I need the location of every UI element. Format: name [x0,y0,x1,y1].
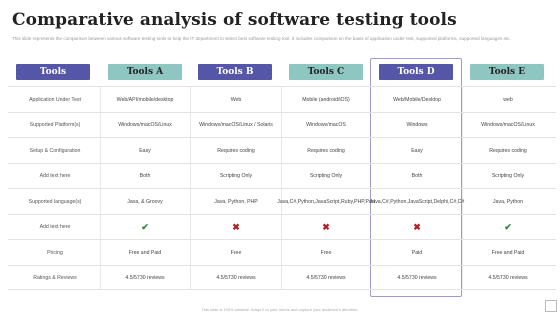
table-row [8,86,556,112]
table-cell [463,189,553,215]
cell-text: Windows/macOS [306,122,346,129]
table-cell [100,87,190,113]
cell-text: Application Under Test [29,96,81,103]
table-header-row [8,64,556,80]
cell-text: 4.5/5730 reviews [125,275,165,282]
cell-text: 4.5/5730 reviews [216,275,256,282]
table-cell [281,215,371,241]
table-cell [463,164,553,190]
comparison-table [8,58,556,298]
table-cell [191,138,281,164]
table-cell [100,266,190,292]
table-cell [463,138,553,164]
table-cell [191,266,281,292]
table-cell [463,215,553,241]
table-cell [191,215,281,241]
cell-text: Ratings & Reviews [33,275,77,282]
cell-text: Paid [411,249,423,256]
table-cell [281,87,371,113]
table-cell [463,240,553,266]
table-cell [100,215,190,241]
table-cell [100,138,190,164]
cell-text: Requires coding [217,147,255,154]
table-cell [372,113,462,139]
cell-text: Add text here [39,173,71,180]
page-title: Comparative analysis of software testing tools [12,10,457,30]
table-cell [463,113,553,139]
cell-text: Scripting Only [309,173,343,180]
table-cell [281,138,371,164]
cell-text: Web [230,96,242,103]
table-row [8,163,556,189]
table-row [8,239,556,265]
header-tools[interactable]: Tools [16,64,90,80]
cell-text: Both [411,173,423,180]
cross-icon: ✖ [322,222,330,233]
row-label [10,189,100,215]
header-tools-e[interactable]: Tools E [470,64,544,80]
cell-text: 4.5/5730 reviews [488,275,528,282]
cell-text: Free and Paid [491,249,525,256]
table-cell [372,138,462,164]
table-cell [191,189,281,215]
cell-text: Java, & Groovy [127,198,163,205]
table-row [8,265,556,291]
table-cell [372,164,462,190]
cell-text: Free [230,249,242,256]
cell-text: Easy [411,147,423,154]
table-cell [372,215,462,241]
row-label [10,113,100,139]
table-cell [369,189,465,215]
cell-text: Easy [139,147,151,154]
cell-text: Java, Python, PHP [214,198,258,205]
row-label [10,87,100,113]
cell-text: Add text here [39,224,71,231]
row-label [10,215,100,241]
cell-text: Setup & Configuration [29,147,81,154]
table-row [8,188,556,214]
table-cell [100,164,190,190]
table-cell [100,240,190,266]
cell-text: Web/API/mobile/desktop [116,96,174,103]
cell-text: Requires coding [489,147,527,154]
cell-text: Mobile (android/iOS) [302,96,350,103]
table-row [8,214,556,240]
table-cell [463,87,553,113]
cell-text: Windows/macOS/Linux [118,122,172,129]
page-subtitle: This slide represents the comparison between various software testing tools to help the IT department to select best software testing tool. It includes comparison on the basis of application under test, supported platforms, supported languages etc. [12,36,511,41]
table-cell [191,113,281,139]
table-cell [281,113,371,139]
cell-text: Scripting Only [491,173,525,180]
table-row [8,137,556,163]
row-label [10,266,100,292]
header-tools-c[interactable]: Tools C [289,64,363,80]
table-cell [281,266,371,292]
cell-text: Windows/macOS/Linux [481,122,535,129]
cell-text: Requires coding [307,147,345,154]
header-tools-b[interactable]: Tools B [198,64,272,80]
check-icon: ✔ [141,222,149,233]
row-label [10,240,100,266]
slide-corner-icon [545,300,557,312]
table-cell [191,240,281,266]
table-cell [463,266,553,292]
cell-text: Both [139,173,151,180]
cell-text: Java,C#,Python,JavaScript,Ruby,PHP,Perl [277,198,375,205]
header-tools-d[interactable]: Tools D [379,64,453,80]
cell-text: Supported language(s) [28,198,82,205]
table-cell [277,189,375,215]
table-cell [372,240,462,266]
row-label [10,164,100,190]
table-cell [191,164,281,190]
cell-text: Free and Paid [128,249,162,256]
cell-text: Java,C#,Python,JavaScript,Delphi,C#,C# [369,198,465,205]
cell-text: Free [320,249,332,256]
cell-text: Supported Platform(s) [29,122,81,129]
table-cell [281,164,371,190]
table-cell [100,113,190,139]
footer-note: This slide is 100% editable. Adapt it to your needs and capture your audience's attention. [201,307,359,312]
cross-icon: ✖ [232,222,240,233]
table-cell [100,189,190,215]
cell-text: Windows/macOS/Linux / Solaris [199,122,273,129]
cell-text: web [503,96,513,103]
cell-text: 4.5/5730 reviews [306,275,346,282]
check-icon: ✔ [504,222,512,233]
cell-text: 4.5/5730 reviews [397,275,437,282]
cell-text: Windows [406,122,428,129]
header-tools-a[interactable]: Tools A [108,64,182,80]
cross-icon: ✖ [413,222,421,233]
table-cell [281,240,371,266]
cell-text: Java, Python [493,198,523,205]
table-cell [191,87,281,113]
table-cell [372,266,462,292]
table-cell [372,87,462,113]
cell-text: Scripting Only [219,173,253,180]
cell-text: Web/Mobile/Desktop [393,96,441,103]
cell-text: Pricing [47,249,63,256]
row-label [10,138,100,164]
table-row [8,112,556,138]
